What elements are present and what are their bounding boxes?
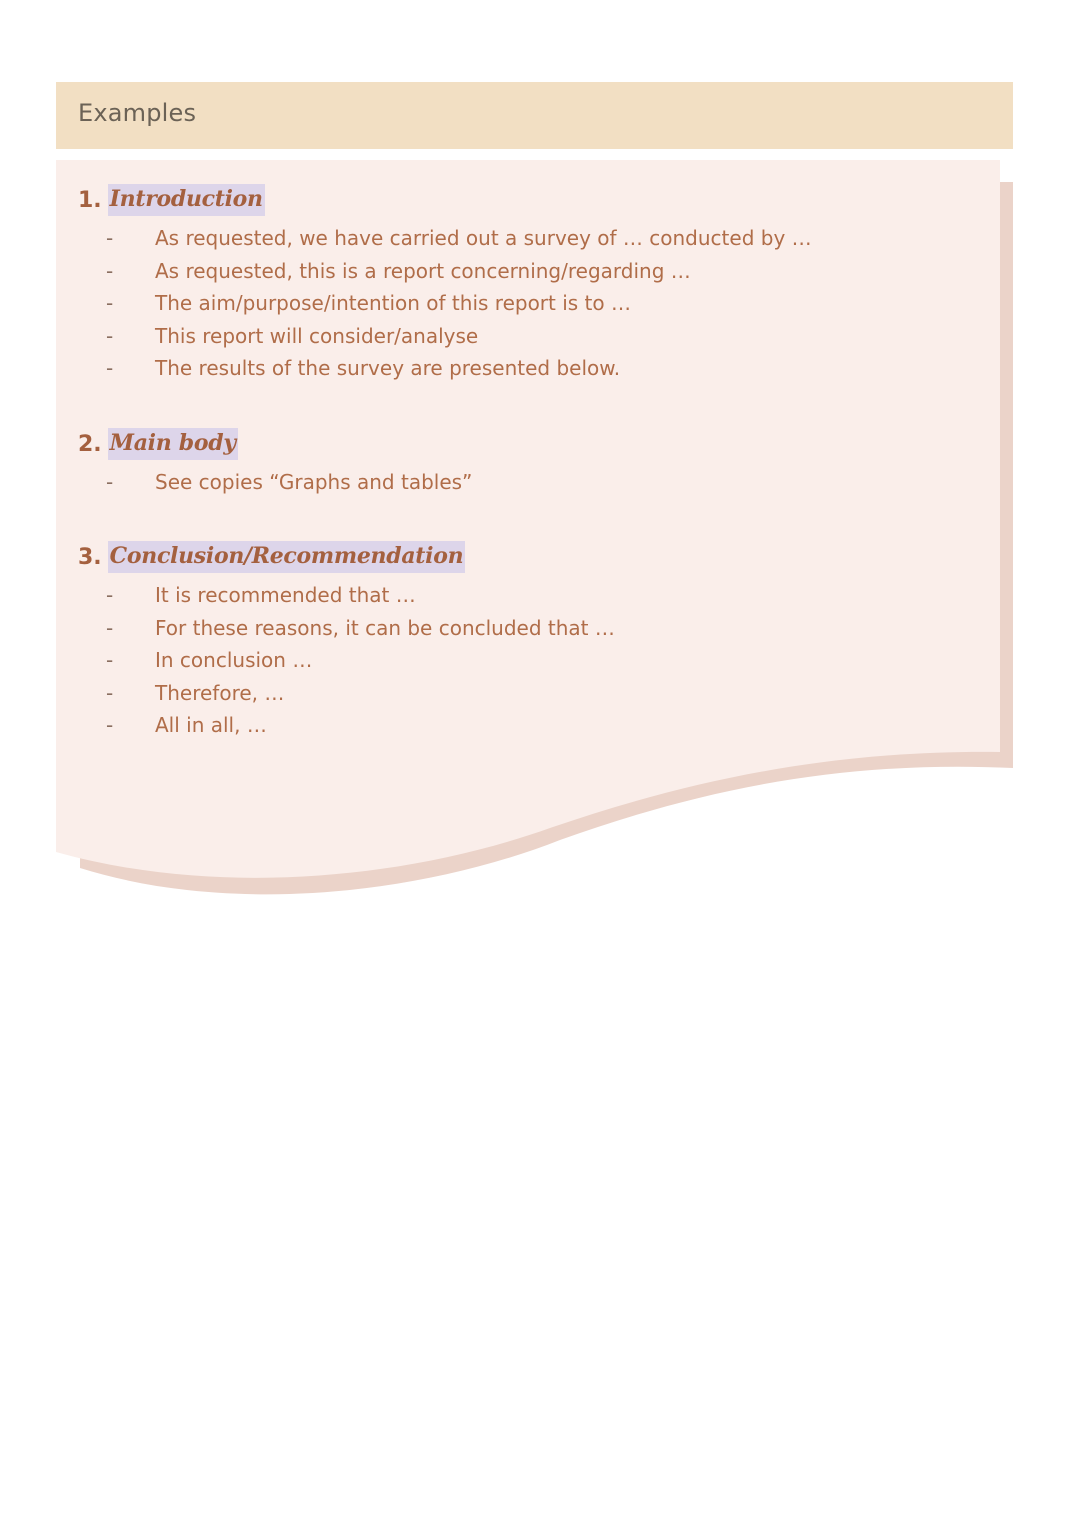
section-title: Main body — [108, 428, 238, 460]
list-item: - As requested, we have carried out a survey of … conducted by … — [78, 222, 812, 255]
dash-bullet: - — [106, 291, 114, 316]
list-item: - In conclusion … — [78, 644, 615, 677]
list-item: - The aim/purpose/intention of this report is to … — [78, 287, 812, 320]
phrase-list — [78, 222, 812, 385]
dash-bullet: - — [106, 615, 114, 640]
dash-bullet: - — [106, 323, 114, 348]
list-item: - See copies “Graphs and tables” — [78, 466, 472, 499]
dash-bullet: - — [106, 713, 114, 738]
section-number: 3. — [78, 544, 102, 570]
phrase-list — [78, 579, 615, 742]
list-item: - This report will consider/analyse — [78, 320, 812, 353]
dash-bullet: - — [106, 648, 114, 673]
dash-bullet: - — [106, 226, 114, 250]
list-item: - It is recommended that … — [78, 579, 615, 612]
list-item: - As requested, this is a report concerning/regarding … — [78, 255, 812, 288]
dash-bullet: - — [106, 356, 114, 381]
examples-title: Examples — [78, 99, 197, 127]
dash-bullet: - — [106, 680, 114, 705]
section-heading — [78, 426, 472, 462]
section-number: 1. — [78, 187, 102, 213]
section-heading — [78, 182, 812, 218]
list-item: - Therefore, … — [78, 677, 615, 710]
section-conclusion — [78, 539, 615, 742]
phrase-list — [78, 466, 472, 499]
section-title: Conclusion/Recommendation — [108, 541, 466, 573]
list-item: - All in all, … — [78, 709, 615, 742]
dash-bullet: - — [106, 470, 114, 494]
section-title: Introduction — [108, 184, 265, 216]
section-main-body — [78, 426, 472, 499]
section-introduction — [78, 182, 812, 385]
section-heading — [78, 539, 615, 575]
dash-bullet: - — [106, 258, 114, 283]
list-item: - For these reasons, it can be concluded that … — [78, 612, 615, 645]
dash-bullet: - — [106, 583, 114, 607]
list-item: - The results of the survey are presented below. — [78, 352, 812, 385]
section-number: 2. — [78, 431, 102, 457]
